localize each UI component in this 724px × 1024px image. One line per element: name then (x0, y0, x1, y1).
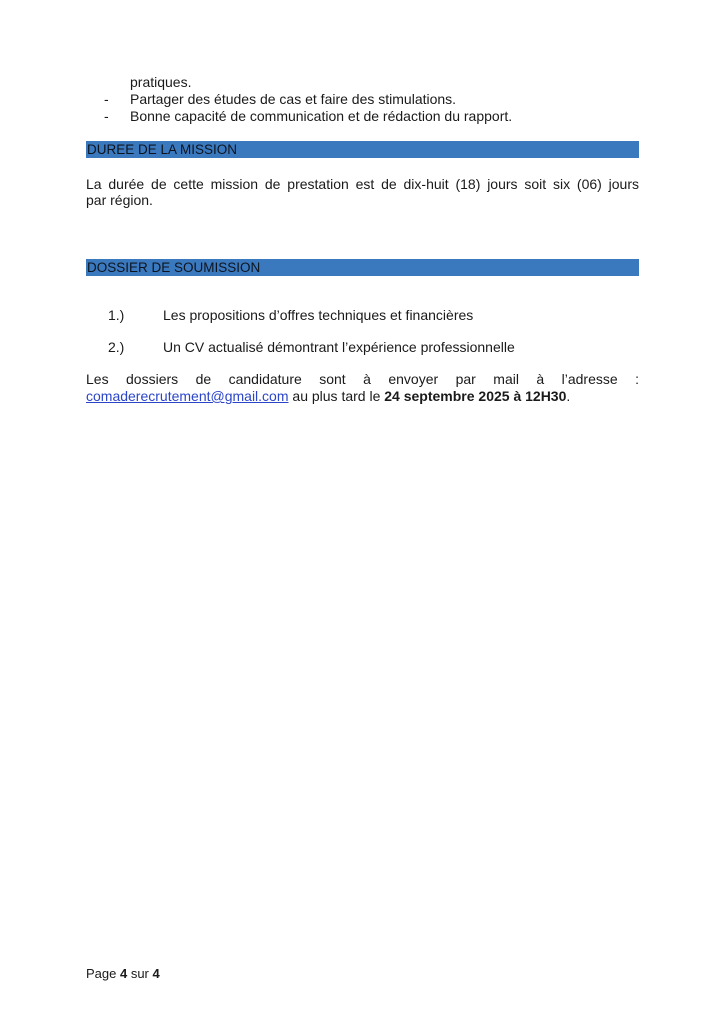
submission-numbered-list (86, 307, 639, 371)
list-item-number: 1.) (108, 307, 125, 323)
list-item (104, 91, 512, 108)
document-page (86, 0, 639, 1024)
duree-paragraph-line: La durée de cette mission de prestation est de dix-huit (18) jours soit six (06) jours (86, 176, 639, 192)
email-link[interactable]: comaderecrutement@gmail.com (86, 388, 289, 404)
bullet-dash: - (104, 108, 109, 124)
instruction-text: au plus tard le (288, 388, 385, 404)
duree-paragraph (86, 176, 639, 208)
footer-page-prefix: Page (86, 966, 120, 981)
list-item (86, 307, 639, 324)
section-heading-dossier: DOSSIER DE SOUMISSION (86, 259, 639, 276)
list-item-text: Partager des études de cas et faire des stimulations. (130, 91, 457, 107)
instruction-end: . (566, 388, 571, 404)
section-heading-duree: DUREE DE LA MISSION (86, 141, 639, 158)
instruction-line: Les dossiers de candidature sont à envoyer par mail à l’adresse : (86, 371, 639, 387)
list-item (104, 108, 512, 125)
list-item-text: Un CV actualisé démontrant l’expérience professionnelle (163, 339, 515, 355)
footer-page-middle: sur (127, 966, 153, 981)
skills-bullet-list (104, 91, 512, 125)
list-continuation-text: pratiques. (130, 74, 192, 90)
footer-current-page: 4 (119, 966, 128, 981)
submission-instructions-paragraph (86, 371, 639, 405)
footer-total-pages: 4 (152, 966, 160, 981)
bullet-dash: - (104, 91, 109, 107)
list-item-number: 2.) (108, 339, 125, 355)
list-item-text: Les propositions d’offres techniques et financières (163, 307, 474, 323)
duree-paragraph-line: par région. (86, 192, 153, 208)
page-footer (86, 966, 160, 982)
deadline-text: 24 septembre 2025 à 12H30 (384, 388, 567, 404)
list-item (86, 339, 639, 356)
list-item-text: Bonne capacité de communication et de rédaction du rapport. (130, 108, 513, 124)
